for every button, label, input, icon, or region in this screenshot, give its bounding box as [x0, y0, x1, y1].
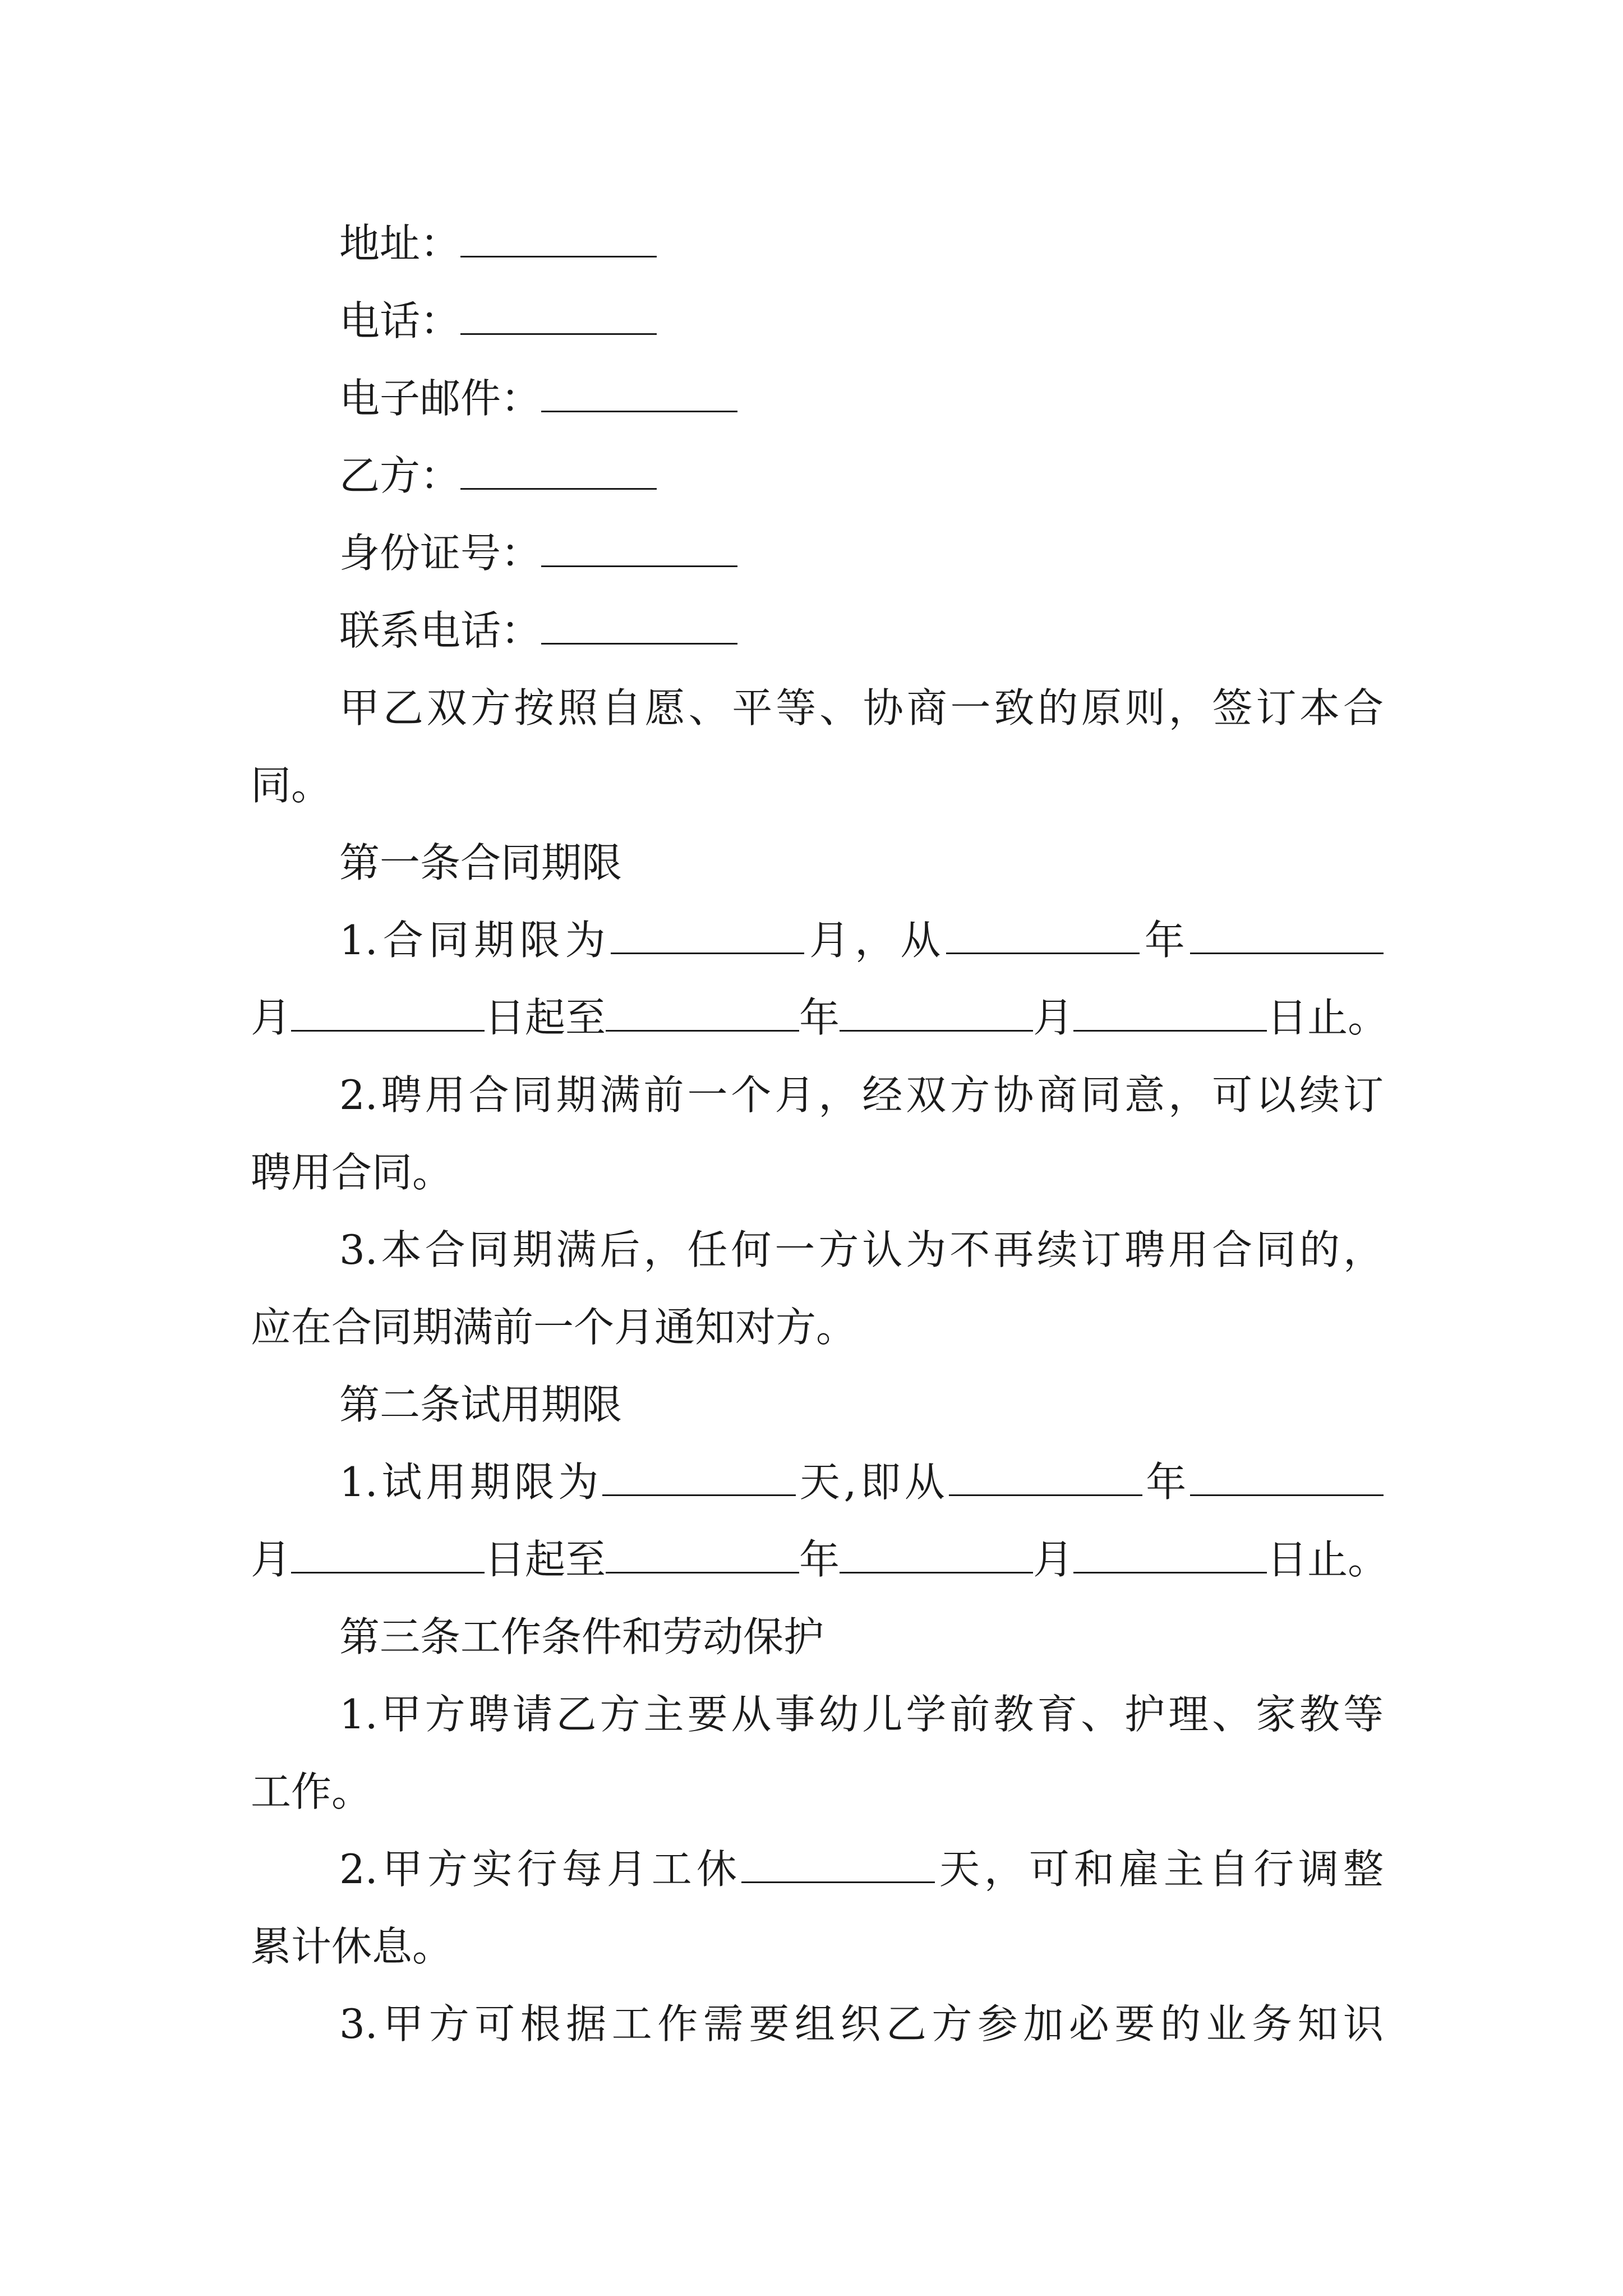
article-1-clause-1-line-2: [251, 979, 1389, 1056]
trial-days-blank[interactable]: [602, 1461, 796, 1496]
end-month-blank[interactable]: [840, 996, 1033, 1032]
id-number-label: 身份证号：: [339, 530, 542, 577]
trial-start-month-blank[interactable]: [1190, 1461, 1384, 1496]
clause-text: 年: [1142, 1458, 1190, 1506]
article-3-clause-1-line-1: 1.甲方聘请乙方主要从事幼儿学前教育、护理、家教等: [339, 1691, 1384, 1738]
party-b-blank[interactable]: [460, 454, 657, 490]
address-line: [251, 205, 1384, 282]
clause-text: 年: [799, 994, 840, 1041]
principle-line-2: 同。: [251, 762, 332, 809]
clause-text: 年: [799, 1536, 840, 1583]
clause-text: 天，可和雇主自行调整: [934, 1846, 1384, 1893]
clause-text: 日起至: [485, 1536, 606, 1583]
article-2-title: 第二条试用期限: [339, 1381, 623, 1428]
article-1-clause-1-line-1: [251, 901, 1384, 979]
phone-blank[interactable]: [460, 300, 657, 335]
monthly-rest-days-blank[interactable]: [741, 1848, 935, 1883]
article-3-clause-2-line-1: [251, 1830, 1384, 1908]
party-b-label: 乙方：: [339, 452, 461, 499]
address-blank[interactable]: [460, 222, 657, 257]
document-body: [251, 205, 1389, 2063]
trial-start-day-blank[interactable]: [291, 1538, 485, 1573]
clause-text: 日止。: [1267, 1536, 1389, 1583]
email-label: 电子邮件：: [339, 375, 542, 422]
address-label: 地址：: [339, 220, 461, 267]
start-month-blank[interactable]: [1190, 919, 1384, 954]
article-2-clause-1-line-2: [251, 1521, 1389, 1598]
party-b-line: [251, 437, 1384, 514]
clause-text: 年: [1139, 917, 1190, 964]
end-year-blank[interactable]: [606, 996, 799, 1032]
phone-line: [251, 282, 1384, 360]
trial-end-month-blank[interactable]: [840, 1538, 1033, 1573]
clause-text: 天,即从: [796, 1458, 949, 1506]
clause-text: 日起至: [485, 994, 606, 1041]
principle-line-1: 甲乙双方按照自愿、平等、协商一致的原则，签订本合: [339, 684, 1384, 731]
id-number-blank[interactable]: [541, 532, 737, 567]
article-3-title: 第三条工作条件和劳动保护: [339, 1613, 824, 1660]
email-blank[interactable]: [541, 377, 737, 412]
clause-text: 日止。: [1267, 994, 1389, 1041]
article-3-clause-3-line-1: 3.甲方可根据工作需要组织乙方参加必要的业务知识: [339, 2000, 1384, 2047]
article-1-clause-2-line-2: 聘用合同。: [251, 1149, 453, 1196]
start-year-blank[interactable]: [946, 919, 1140, 954]
clause-text: 月，从: [804, 917, 946, 964]
contact-phone-line: [251, 592, 1384, 669]
article-1-clause-3-line-2: 应在合同期满前一个月通知对方。: [251, 1304, 857, 1351]
article-3-clause-1-line-2: 工作。: [251, 1768, 372, 1815]
article-1-clause-2-line-1: 2.聘用合同期满前一个月，经双方协商同意，可以续订: [339, 1071, 1384, 1119]
article-2-clause-1-line-1: [251, 1443, 1384, 1521]
contact-phone-blank[interactable]: [541, 609, 737, 645]
trial-start-year-blank[interactable]: [949, 1461, 1142, 1496]
article-1-clause-3-line-1: 3.本合同期满后，任何一方认为不再续订聘用合同的，: [339, 1226, 1384, 1273]
clause-text: 月: [1033, 1536, 1074, 1583]
article-1-title: 第一条合同期限: [339, 839, 623, 886]
clause-text: 月: [251, 1536, 292, 1583]
clause-text: 月: [1033, 994, 1074, 1041]
article-3-clause-2-line-2: 累计休息。: [251, 1923, 453, 1970]
phone-label: 电话：: [339, 297, 461, 344]
email-line: [251, 360, 1384, 437]
trial-end-year-blank[interactable]: [606, 1538, 799, 1573]
end-day-blank[interactable]: [1073, 996, 1267, 1032]
trial-end-day-blank[interactable]: [1073, 1538, 1267, 1573]
contact-phone-label: 联系电话：: [339, 607, 542, 654]
id-number-line: [251, 514, 1384, 592]
clause-text: 2.甲方实行每月工休: [339, 1846, 741, 1893]
start-day-blank[interactable]: [291, 996, 485, 1032]
clause-text: 1.合同期限为: [339, 917, 611, 964]
term-months-blank[interactable]: [611, 919, 804, 954]
clause-text: 1.试用期限为: [339, 1458, 603, 1506]
clause-text: 月: [251, 994, 292, 1041]
